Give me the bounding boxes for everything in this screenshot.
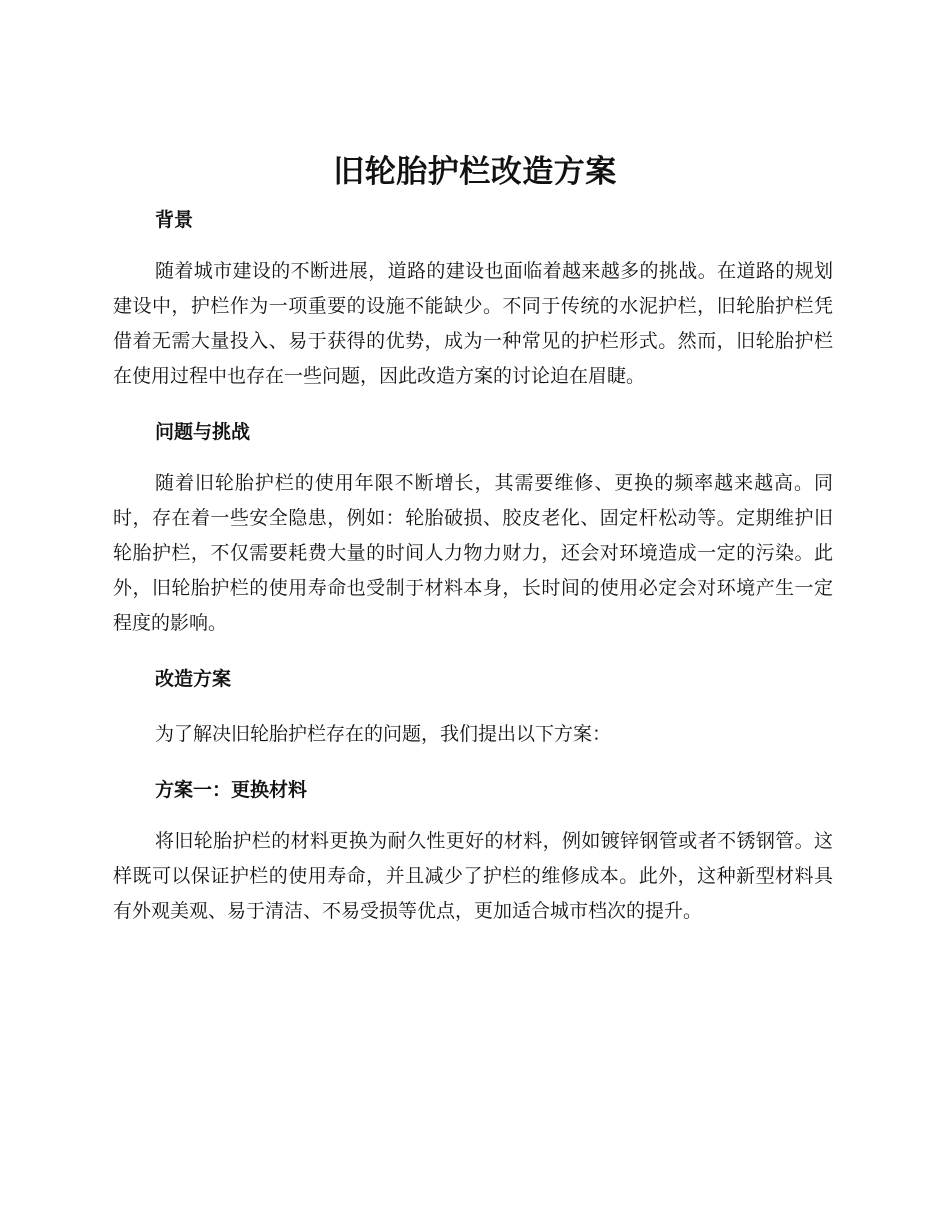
section-heading-plan1: 方案一：更换材料 bbox=[155, 779, 308, 801]
section-heading-plan: 改造方案 bbox=[155, 668, 232, 690]
paragraph-background: 随着城市建设的不断进展，道路的建设也面临着越来越多的挑战。在道路的规划建设中，护栏作为一项重要的设施不能缺少。不同于传统的水泥护栏，旧轮胎护栏凭借着无需大量投入、易于获得的优势，成为一种常见的护栏形式。然而，旧轮胎护栏在使用过程中也存在一些问题，因此改造方案的讨论迫在眉睫。 bbox=[113, 260, 833, 387]
paragraph-plan1: 将旧轮胎护栏的材料更换为耐久性更好的材料，例如镀锌钢管或者不锈钢管。这样既可以保证护栏的使用寿命，并且减少了护栏的维修成本。此外，这种新型材料具有外观美观、易于清洁、不易受损等优点，更加适合城市档次的提升。 bbox=[113, 830, 833, 922]
section-heading-background: 背景 bbox=[155, 209, 194, 231]
paragraph-problems: 随着旧轮胎护栏的使用年限不断增长，其需要维修、更换的频率越来越高。同时，存在着一些安全隐患，例如：轮胎破损、胶皮老化、固定杆松动等。定期维护旧轮胎护栏，不仅需要耗费大量的时间人力物力财力，还会对环境造成一定的污染。此外，旧轮胎护栏的使用寿命也受制于材料本身，长时间的使用必定会对环境产生一定程度的影响。 bbox=[113, 472, 833, 634]
paragraph-plan-intro: 为了解决旧轮胎护栏存在的问题，我们提出以下方案： bbox=[155, 723, 612, 745]
document-title: 旧轮胎护栏改造方案 bbox=[333, 154, 617, 190]
section-heading-problems: 问题与挑战 bbox=[155, 421, 251, 443]
document-body bbox=[113, 202, 833, 929]
